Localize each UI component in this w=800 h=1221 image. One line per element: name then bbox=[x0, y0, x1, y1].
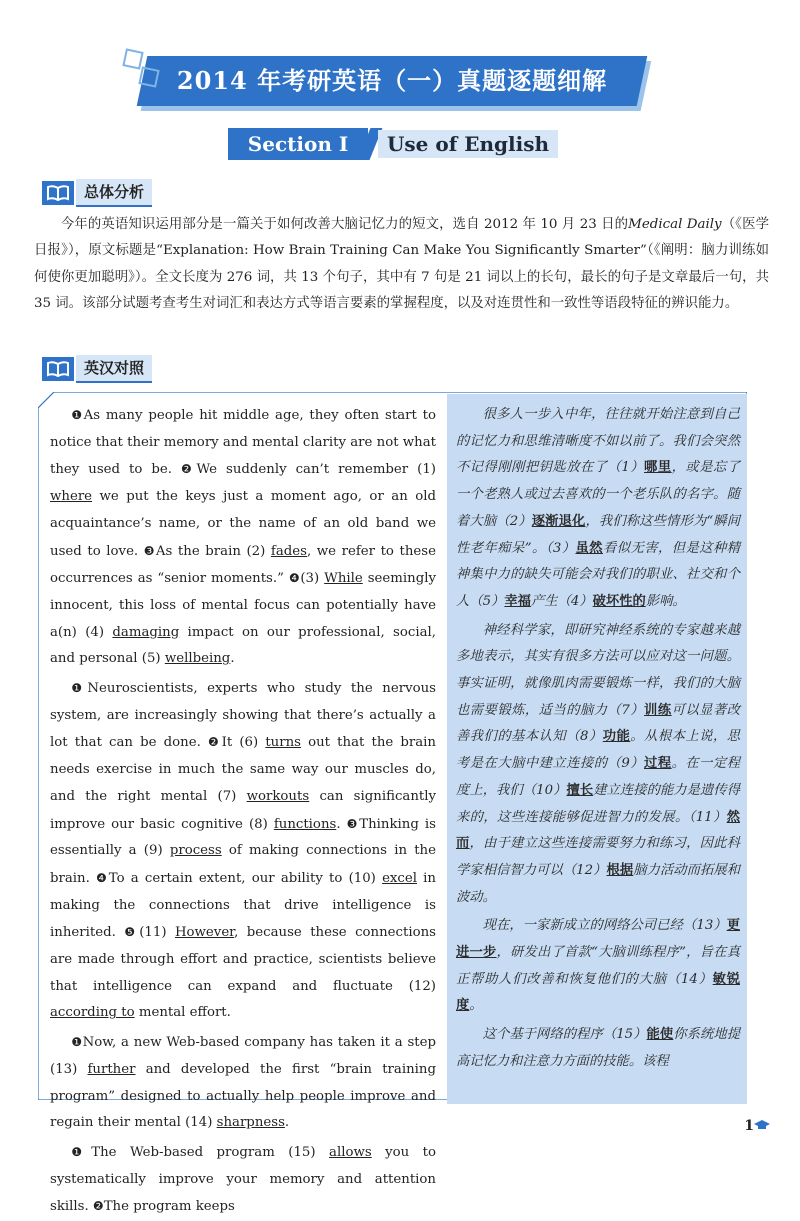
answer-7: workouts bbox=[246, 788, 310, 804]
answer-4: damaging bbox=[112, 624, 180, 640]
answer-11: However bbox=[174, 925, 235, 941]
key-8: 功能 bbox=[602, 729, 631, 745]
key-11: 然而 bbox=[456, 809, 740, 852]
key-13: 更进一步 bbox=[456, 918, 740, 961]
english-paragraph: ❶Neuroscientists, experts who study the nervous system, are increasingly showing that there’s actually a lot that can be done. ❷It (6) turns out that the brain needs exercise in much the same way our muscles do, and the right mental (7) workouts can significantly improve our basic cognitive (8) functions. ❸Thinking is essentially a (9) process of making connections in the brain. ❹To a certain extent, our ability to (10) excel in making the connections that drive intelligence is inherited. ❺(11) However, because these connections are made through effort and practice, scientists believe that intelligence can expand and fluctuate (12) according to mental effort. bbox=[50, 681, 436, 1021]
key-2: 逐渐退化 bbox=[531, 513, 586, 529]
chinese-paragraph: 很多人一步入中年，往往就开始注意到自己的记忆力和思维清晰度不如以前了。我们会突然不记得刚刚把钥匙放在了（1）哪里，或是忘了一个老熟人或过去喜欢的一个老乐队的名字。随着大脑（2）逐渐退化，我们称这些情形为“瞬间性老年痴呆”。（3）虽然看似无害，但是这种精神集中力的缺失可能会对我们的职业、社交和个人（5）幸福产生（4）破坏性的影响。 bbox=[456, 407, 741, 609]
answer-1: where bbox=[50, 489, 93, 505]
section-label: Section Ⅰ bbox=[228, 128, 368, 160]
overview-paragraph bbox=[34, 212, 769, 317]
section-header bbox=[228, 128, 558, 160]
answer-10: excel bbox=[382, 870, 417, 886]
answer-2: fades bbox=[270, 543, 307, 559]
key-9: 过程 bbox=[644, 756, 672, 772]
section-title: Use of English bbox=[378, 130, 558, 158]
decor-square-icon bbox=[122, 48, 143, 69]
answer-15: allows bbox=[329, 1144, 372, 1160]
key-14: 敏锐度 bbox=[456, 971, 741, 1014]
overview-text: 今年的英语知识运用部分是一篇关于如何改善大脑记忆力的短文，选自 2012 年 10 月 23 日的 bbox=[60, 217, 629, 232]
key-5: 幸福 bbox=[504, 593, 531, 609]
key-12: 根据 bbox=[606, 862, 634, 878]
overview-heading bbox=[42, 180, 152, 206]
title-banner bbox=[128, 48, 658, 108]
book-icon bbox=[42, 357, 74, 381]
answer-9: process bbox=[169, 843, 222, 859]
book-icon bbox=[42, 181, 74, 205]
page-number: 1 bbox=[744, 1118, 754, 1134]
answer-8: functions bbox=[273, 816, 337, 832]
key-10: 擅长 bbox=[566, 782, 594, 798]
key-15: 能使 bbox=[646, 1027, 674, 1043]
answer-12: according to bbox=[50, 1005, 135, 1021]
english-paragraph: ❶Now, a new Web-based company has taken it a step (13) further and developed the first “brain training program” designed to actually help people improve and regain their mental (14) sharpness. bbox=[50, 1035, 436, 1131]
overview-source: Medical Daily bbox=[628, 217, 722, 232]
answer-13: further bbox=[87, 1061, 136, 1077]
bilingual-heading-text: 英汉对照 bbox=[76, 355, 152, 383]
page-title: 2014 年考研英语（一）真题逐题细解 bbox=[176, 66, 608, 95]
english-paragraph: ❶As many people hit middle age, they often start to notice that their memory and mental clarity are not what they used to be. ❷We suddenly can’t remember (1) where we put the keys just a moment ago, or an old acquaintance’s name, or the name of an old band we used to love. ❸As the brain (2) fades, we refer to these occurrences as “senior moments.” ❹(3) While seemingly innocent, this loss of mental focus can potentially have a(n) (4) damaging impact on our professional, social, and personal (5) wellbeing. bbox=[50, 408, 437, 667]
key-4: 破坏性的 bbox=[592, 593, 646, 609]
answer-6: turns bbox=[265, 735, 301, 751]
decor-square-icon bbox=[138, 66, 159, 87]
bilingual-heading bbox=[42, 356, 152, 382]
overview-heading-text: 总体分析 bbox=[76, 179, 152, 207]
chinese-translation bbox=[456, 402, 740, 1076]
chinese-paragraph: 神经科学家，即研究神经系统的专家越来越多地表示，其实有很多方法可以应对这一问题。事实证明，就像肌肉需要锻炼一样，我们的大脑也需要锻炼，适当的脑力（7）训练可以显著改善我们的基本认知（8）功能。从根本上说，思考是在大脑中建立连接的（9）过程。在一定程度上，我们（10）擅长建立连接的能力是遗传得来的，这些连接能够促进智力的发展。（11）然而，由于建立这些连接需要努力和练习，因此科学家相信智力可以（12）根据脑力活动而拓展和波动。 bbox=[456, 622, 741, 905]
key-3: 虽然 bbox=[575, 540, 603, 556]
chinese-paragraph: 现在，一家新成立的网络公司已经（13）更进一步，研发出了首款“大脑训练程序”，旨在真正帮助人们改善和恢复他们的大脑（14）敏锐度。 bbox=[456, 918, 741, 1014]
overview-text: （《医学日报》），原文标题是“Explanation: How Brain Training Can Make You Significantly Smarter”（《阐明：脑力训练如何使你更加聪明》）。全文长度为 276 词，共 13 个句子，其中有 7 句是 21 词以上的长句，最长的句子是文章最后一句，共 35 词。该部分试题考查考生对词汇和表达方式等语言要素的掌握程度，以及对连贯性和一致性等语段特征的辨识能力。 bbox=[34, 217, 769, 311]
key-1: 哪里 bbox=[644, 460, 672, 476]
answer-3: While bbox=[324, 571, 363, 587]
english-passage bbox=[50, 402, 436, 1221]
key-7: 训练 bbox=[644, 702, 672, 718]
answer-14: sharpness bbox=[216, 1115, 285, 1131]
graduation-cap-icon bbox=[754, 1120, 770, 1130]
english-paragraph: ❶The Web-based program (15) allows you to systematically improve your memory and attention skills. ❷The program keeps bbox=[50, 1144, 436, 1215]
chinese-paragraph: 这个基于网络的程序（15）能使你系统地提高记忆力和注意力方面的技能。该程 bbox=[456, 1027, 741, 1069]
answer-5: wellbeing bbox=[164, 651, 231, 667]
